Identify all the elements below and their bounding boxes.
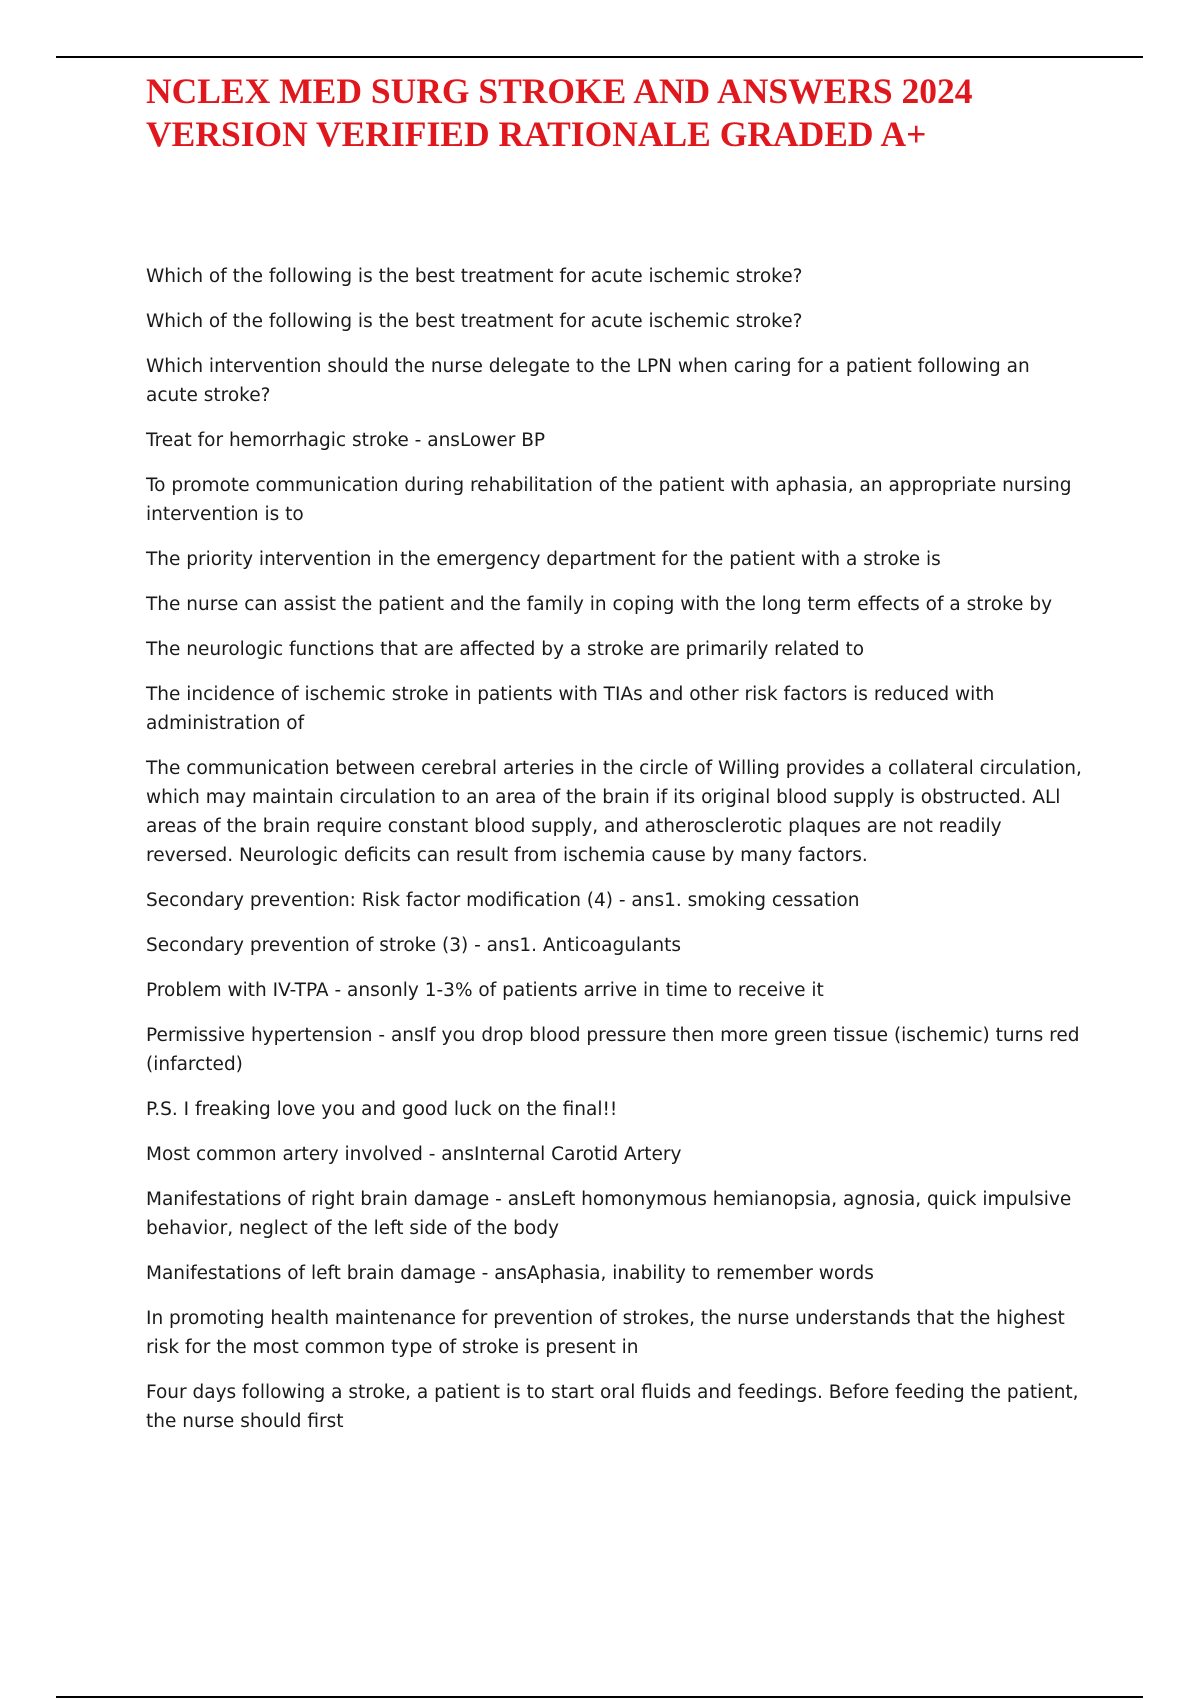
paragraph: Treat for hemorrhagic stroke - ansLower BP: [146, 430, 546, 451]
paragraph: Permissive hypertension - ansIf you drop blood pressure then more green tissue (ischemic) turns red (infarcted): [146, 1025, 1080, 1075]
paragraph: Secondary prevention of stroke (3) - ans1. Anticoagulants: [146, 935, 682, 956]
paragraph: Which intervention should the nurse delegate to the LPN when caring for a patient following an acute stroke?: [146, 356, 1030, 406]
paragraph: Manifestations of left brain damage - ansAphasia, inability to remember words: [146, 1263, 874, 1284]
paragraph: Problem with IV-TPA - ansonly 1-3% of patients arrive in time to receive it: [146, 980, 824, 1001]
header-rule: [56, 56, 1143, 58]
paragraph: Manifestations of right brain damage - ansLeft homonymous hemianopsia, agnosia, quick impulsive behavior, neglect of the left side of the body: [146, 1189, 1072, 1239]
paragraph: In promoting health maintenance for prevention of strokes, the nurse understands that the highest risk for the most common type of stroke is present in: [146, 1308, 1065, 1358]
title-line-2: VERSION VERIFIED RATIONALE GRADED A+: [146, 114, 927, 154]
paragraph: Secondary prevention: Risk factor modification (4) - ans1. smoking cessation: [146, 890, 860, 911]
paragraph: To promote communication during rehabilitation of the patient with aphasia, an appropriate nursing intervention is to: [146, 475, 1072, 525]
paragraph: Which of the following is the best treatment for acute ischemic stroke?: [146, 311, 803, 332]
paragraph: Most common artery involved - ansInternal Carotid Artery: [146, 1144, 682, 1165]
title-line-1: NCLEX MED SURG STROKE AND ANSWERS 2024: [146, 71, 973, 111]
footer-rule: [56, 1696, 1143, 1698]
paragraph: The neurologic functions that are affected by a stroke are primarily related to: [146, 639, 865, 660]
paragraph: Which of the following is the best treatment for acute ischemic stroke?: [146, 266, 803, 287]
document-title: [146, 70, 1126, 156]
document-body: [146, 262, 1086, 1452]
paragraph: The incidence of ischemic stroke in patients with TIAs and other risk factors is reduced with administration of: [146, 684, 995, 734]
paragraph: The communication between cerebral arteries in the circle of Willing provides a collateral circulation, which may maintain circulation to an area of the brain if its original blood supply is obstructed. ALl areas of the brain require constant blood supply, and atherosclerotic plaques are not readily reversed. Neurologic deficits can result from ischemia cause by many factors.: [146, 758, 1082, 866]
paragraph: P.S. I freaking love you and good luck on the final!!: [146, 1099, 618, 1120]
paragraph: The priority intervention in the emergency department for the patient with a stroke is: [146, 549, 941, 570]
paragraph: The nurse can assist the patient and the family in coping with the long term effects of a stroke by: [146, 594, 1053, 615]
paragraph: Four days following a stroke, a patient is to start oral fluids and feedings. Before feeding the patient, the nurse should first: [146, 1382, 1079, 1432]
